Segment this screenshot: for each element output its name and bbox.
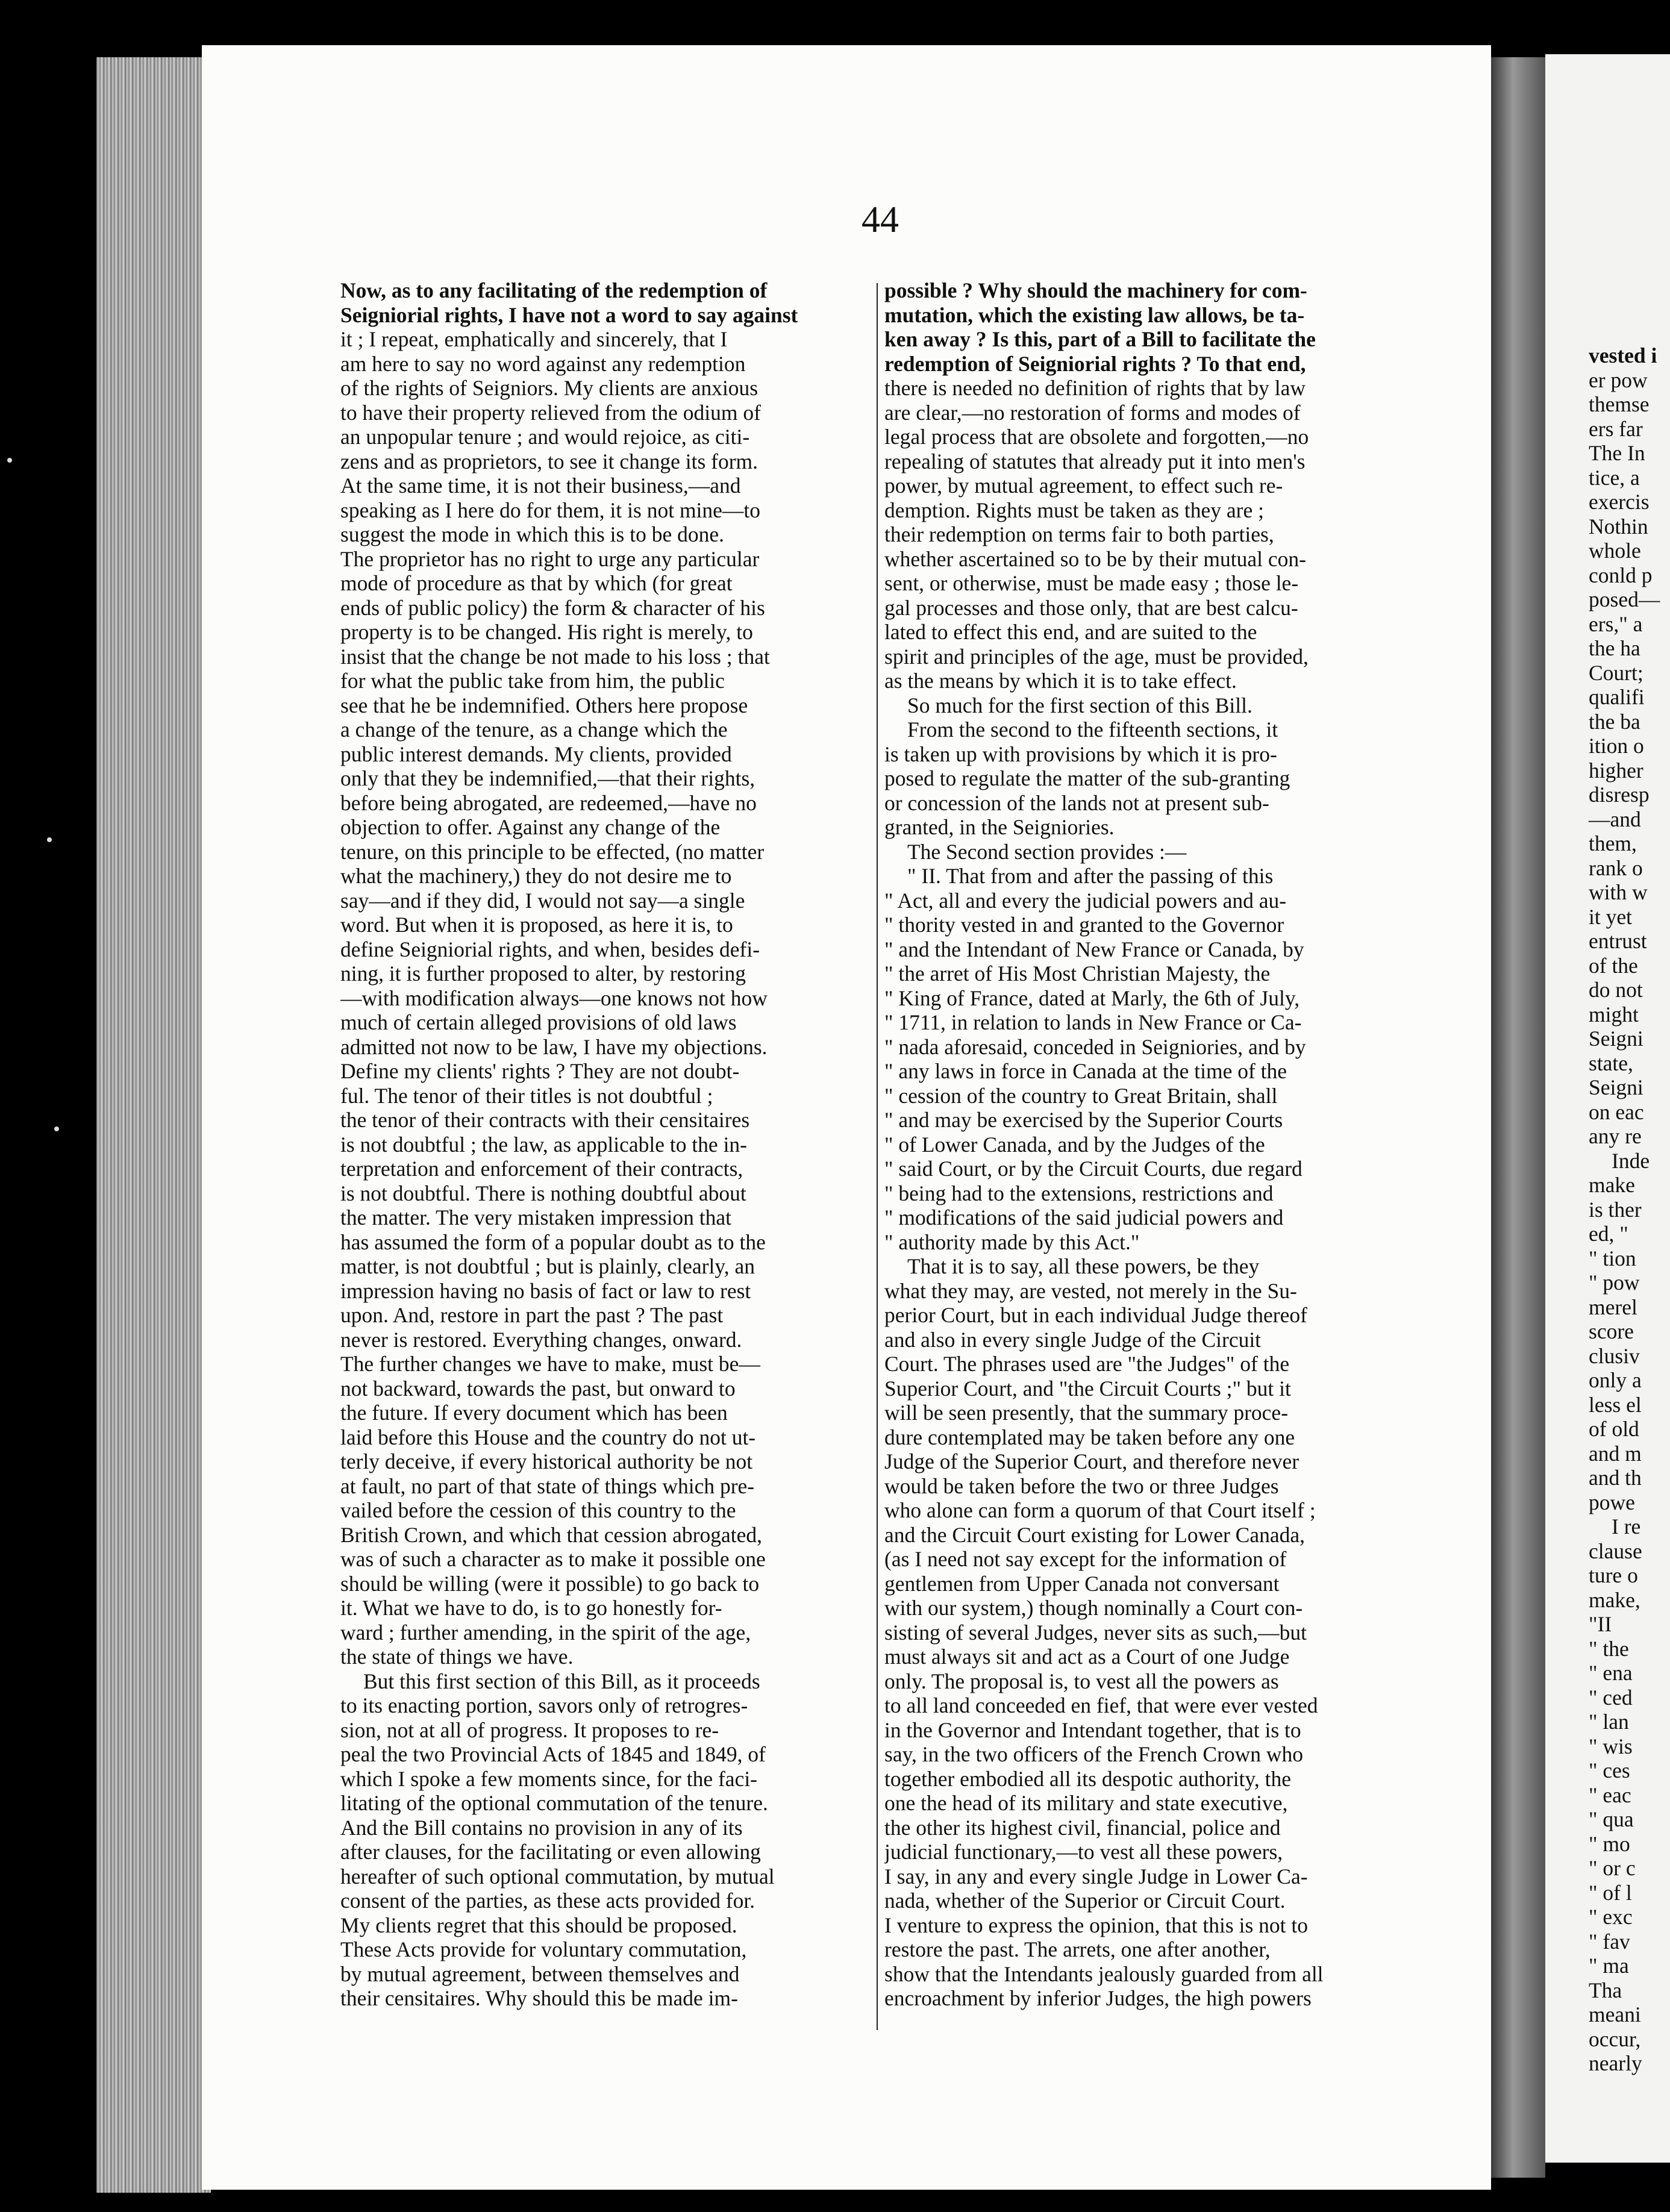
text-line: admitted not now to be law, I have my objections.: [340, 1034, 768, 1059]
text-line: must always sit and act as a Court of one Judge: [884, 1645, 1290, 1669]
text-line: their censitaires. Why should this be made im-: [340, 1986, 738, 2010]
text-line: sent, or otherwise, must be made easy ; those le-: [884, 571, 1299, 595]
text-line: has assumed the form of a popular doubt as to the: [340, 1229, 766, 1254]
text-line: tice, a: [1589, 465, 1640, 490]
text-line: one the head of its military and state executive,: [884, 1791, 1288, 1815]
text-line: score: [1589, 1319, 1634, 1343]
text-line: And the Bill contains no provision in any of its: [340, 1815, 743, 1840]
text-line: upon. And, restore in part the past ? The past: [340, 1303, 724, 1327]
text-line: occur,: [1589, 2026, 1641, 2051]
text-line: ers," a: [1589, 611, 1643, 636]
text-line: —and: [1589, 807, 1641, 831]
text-line: whether ascertained so to be by their mutual con-: [884, 546, 1306, 571]
text-line: ning, it is further proposed to alter, by restoring: [340, 961, 746, 986]
text-line: on eac: [1589, 1099, 1644, 1124]
text-line: ends of public policy) the form & character of his: [340, 595, 765, 620]
text-line: of old: [1589, 1417, 1639, 1441]
adjacent-page: [1545, 54, 1670, 2163]
text-line: That it is to say, all these powers, be they: [907, 1254, 1260, 1278]
text-line: qualifi: [1589, 685, 1645, 709]
text-line: " the arret of His Most Christian Majesty, the: [884, 961, 1271, 986]
text-line: gentlemen from Upper Canada not conversant: [884, 1571, 1280, 1596]
text-line: of the rights of Seigniors. My clients are anxious: [340, 376, 758, 400]
text-line: am here to say no word against any redemption: [340, 351, 746, 376]
page-edge-stack: [96, 57, 211, 2193]
text-line: mode of procedure as that by which (for great: [340, 571, 733, 595]
text-line: would be taken before the two or three Judges: [884, 1473, 1279, 1498]
scan-speck: [47, 837, 52, 842]
text-line: granted, in the Seigniories.: [884, 815, 1115, 839]
text-line: The proprietor has no right to urge any particular: [340, 546, 760, 571]
text-line: never is restored. Everything changes, onward.: [340, 1327, 742, 1352]
text-line: who alone can form a quorum of that Court itself ;: [884, 1498, 1316, 1522]
text-line: Court. The phrases used are "the Judges" of the: [884, 1352, 1290, 1376]
text-line: only a: [1589, 1368, 1642, 1392]
text-line: clusiv: [1589, 1343, 1640, 1368]
text-line: and also in every single Judge of the Circuit: [884, 1327, 1262, 1352]
text-line: matter, is not doubtful ; but is plainly, clearly, an: [340, 1254, 755, 1278]
text-line: is ther: [1589, 1197, 1642, 1222]
text-line: posed to regulate the matter of the sub-granting: [884, 766, 1290, 790]
text-line: sion, not at all of progress. It proposes to re-: [340, 1717, 719, 1742]
text-line: "II: [1589, 1612, 1612, 1636]
text-line: after clauses, for the facilitating or even allowing: [340, 1840, 761, 1864]
text-line: nearly: [1589, 2051, 1642, 2075]
text-line: ken away ? Is this, part of a Bill to facilitate the: [884, 327, 1316, 351]
text-line: to its enacting portion, savors only of retrogres-: [340, 1693, 748, 1717]
text-line: " wis: [1589, 1734, 1633, 1758]
text-line: see that he be indemnified. Others here propose: [340, 693, 748, 717]
text-line: dure contemplated may be taken before any one: [884, 1425, 1295, 1449]
text-line: which I spoke a few moments since, for the faci-: [340, 1766, 758, 1791]
text-line: ful. The tenor of their titles is not doubtful ;: [340, 1083, 713, 1108]
text-line: should be willing (were it possible) to go back to: [340, 1571, 760, 1596]
text-line: Seigniorial rights, I have not a word to say against: [340, 302, 798, 327]
text-line: " cession of the country to Great Britain, shall: [884, 1083, 1278, 1108]
text-line: perior Court, but in each individual Judge thereof: [884, 1303, 1307, 1327]
text-line: " or c: [1589, 1856, 1636, 1880]
text-line: Seigni: [1589, 1026, 1643, 1051]
text-line: " pow: [1589, 1270, 1640, 1295]
text-line: it. What we have to do, is to go honestly for-: [340, 1596, 722, 1620]
text-line: (as I need not say except for the information of: [884, 1547, 1287, 1571]
text-line: them,: [1589, 831, 1637, 855]
text-line: ture o: [1589, 1563, 1638, 1587]
text-line: legal process that are obsolete and forgotten,—no: [884, 425, 1309, 449]
text-line: vailed before the cession of this country to the: [340, 1498, 736, 1522]
text-line: with w: [1589, 880, 1648, 904]
text-line: in the Governor and Intendant together, that is to: [884, 1717, 1301, 1742]
text-line: themse: [1589, 392, 1650, 416]
text-line: was of such a character as to make it possible one: [340, 1547, 766, 1571]
text-line: exercis: [1589, 490, 1650, 514]
text-line: laid before this House and the country do not ut-: [340, 1425, 756, 1449]
text-line: Now, as to any facilitating of the redemption of: [340, 278, 768, 302]
text-line: posed—: [1589, 587, 1660, 611]
text-line: less el: [1589, 1392, 1642, 1417]
text-line: " ced: [1589, 1685, 1633, 1710]
text-line: —with modification always—one knows not how: [340, 986, 768, 1010]
text-line: with our system,) though nominally a Court con-: [884, 1596, 1303, 1620]
text-line: the state of things we have.: [340, 1645, 574, 1669]
text-line: gal processes and those only, that are best calcu-: [884, 595, 1298, 620]
text-line: not backward, towards the past, but onward to: [340, 1376, 736, 1401]
text-line: zens and as proprietors, to see it change its form.: [340, 449, 758, 473]
text-line: " ces: [1589, 1758, 1630, 1782]
text-line: impression having no basis of fact or law to rest: [340, 1278, 751, 1303]
text-line: repealing of statutes that already put it into men's: [884, 449, 1306, 473]
text-line: by mutual agreement, between themselves and: [340, 1961, 740, 1986]
text-line: ition o: [1589, 734, 1644, 758]
text-line: Court;: [1589, 660, 1643, 685]
text-line: mutation, which the existing law allows, be ta-: [884, 302, 1305, 327]
adjacent-page-text: [1589, 343, 1670, 2076]
text-line: the ba: [1589, 709, 1640, 734]
text-line: restore the past. The arrets, one after another,: [884, 1937, 1271, 1961]
text-line: tenure, on this principle to be effected, (no matter: [340, 839, 765, 864]
text-line: say—and if they did, I would not say—a single: [340, 888, 745, 913]
text-line: " eac: [1589, 1782, 1631, 1807]
text-line: " exc: [1589, 1905, 1633, 1929]
text-line: speaking as I here do for them, it is not mine—to: [340, 498, 761, 522]
text-line: litating of the optional commutation of the tenure.: [340, 1791, 768, 1815]
text-line: the future. If every document which has been: [340, 1401, 728, 1425]
text-line: possible ? Why should the machinery for com-: [884, 278, 1307, 302]
text-line: lated to effect this end, and are suited to the: [884, 620, 1257, 644]
text-line: powe: [1589, 1490, 1635, 1514]
text-line: " tion: [1589, 1246, 1636, 1270]
scan-speck: [54, 1126, 59, 1131]
text-line: disresp: [1589, 783, 1650, 807]
text-line: merel: [1589, 1295, 1637, 1319]
text-line: " qua: [1589, 1807, 1634, 1831]
text-line: and the Circuit Court existing for Lower Canada,: [884, 1522, 1305, 1547]
text-line: before being abrogated, are redeemed,—have no: [340, 790, 757, 815]
text-line: The Second section provides :—: [907, 839, 1187, 864]
text-line: objection to offer. Against any change of the: [340, 815, 721, 839]
text-line: at fault, no part of that state of things which pre-: [340, 1473, 755, 1498]
text-line: ward ; further amending, in the spirit of the age,: [340, 1620, 751, 1645]
text-line: " ma: [1589, 1954, 1629, 1978]
right-text-column: [884, 278, 1421, 2011]
text-line: say, in the two officers of the French Crown who: [884, 1742, 1304, 1766]
scan-speck: [7, 458, 12, 463]
text-line: ed, ": [1589, 1222, 1628, 1246]
text-line: word. But when it is proposed, as here it is, to: [340, 913, 733, 937]
text-line: the tenor of their contracts with their censitaires: [340, 1108, 750, 1132]
text-line: the ha: [1589, 636, 1640, 660]
text-line: to all land conceeded en fief, that were ever vested: [884, 1693, 1318, 1717]
text-line: " II. That from and after the passing of this: [907, 864, 1274, 888]
text-line: rank o: [1589, 855, 1643, 880]
text-line: insist that the change be not made to his loss ; that: [340, 644, 770, 669]
text-line: These Acts provide for voluntary commutation,: [340, 1937, 747, 1961]
text-line: their redemption on terms fair to both parties,: [884, 522, 1274, 546]
text-line: From the second to the fifteenth sections, it: [907, 717, 1278, 742]
text-line: whole: [1589, 539, 1641, 563]
text-line: Seigni: [1589, 1075, 1643, 1099]
text-line: " being had to the extensions, restrictions and: [884, 1181, 1274, 1205]
text-line: " of l: [1589, 1880, 1632, 1905]
text-line: Nothin: [1589, 514, 1648, 539]
text-line: " lan: [1589, 1710, 1629, 1734]
text-line: The further changes we have to make, must be—: [340, 1352, 760, 1376]
text-line: do not: [1589, 978, 1643, 1002]
text-line: nada, whether of the Superior or Circuit Court.: [884, 1889, 1286, 1913]
text-line: what the machinery,) they do not desire me to: [340, 864, 732, 888]
text-line: sisting of several Judges, never sits as such,—but: [884, 1620, 1307, 1645]
text-line: But this first section of this Bill, as it proceeds: [363, 1669, 760, 1693]
text-line: it ; I repeat, emphatically and sincerely, that I: [340, 327, 728, 351]
text-line: I say, in any and every single Judge in Lower Ca-: [884, 1864, 1308, 1889]
text-line: and th: [1589, 1466, 1642, 1490]
text-line: demption. Rights must be taken as they are ;: [884, 498, 1265, 522]
text-line: " any laws in force in Canada at the time of the: [884, 1059, 1287, 1083]
text-line: define Seigniorial rights, and when, besides defi-: [340, 937, 760, 961]
text-line: state,: [1589, 1051, 1633, 1075]
text-line: suggest the mode in which this is to be done.: [340, 522, 724, 546]
text-line: er pow: [1589, 367, 1648, 392]
text-line: there is needed no definition of rights that by law: [884, 376, 1306, 400]
text-line: an unpopular tenure ; and would rejoice, as citi-: [340, 425, 750, 449]
text-line: as the means by which it is to take effect.: [884, 669, 1237, 693]
text-line: public interest demands. My clients, provided: [340, 742, 732, 766]
text-line: " said Court, or by the Circuit Courts, due regard: [884, 1157, 1303, 1181]
text-line: what they may, are vested, not merely in the Su-: [884, 1278, 1297, 1303]
text-line: My clients regret that this should be proposed.: [340, 1913, 737, 1937]
text-line: it yet: [1589, 904, 1632, 929]
text-line: is not doubtful ; the law, as applicable to the in-: [340, 1132, 748, 1157]
text-line: peal the two Provincial Acts of 1845 and 1849, of: [340, 1742, 766, 1766]
page-number: 44: [862, 199, 899, 240]
text-line: " King of France, dated at Marly, the 6th of July,: [884, 986, 1300, 1010]
text-line: terly deceive, if every historical authority be not: [340, 1449, 753, 1473]
left-text-column: [340, 278, 871, 2011]
text-line: or concession of the lands not at present sub-: [884, 790, 1269, 815]
text-line: for what the public take from him, the public: [340, 669, 725, 693]
text-line: is not doubtful. There is nothing doubtful about: [340, 1181, 746, 1205]
text-line: Superior Court, and "the Circuit Courts ;" but it: [884, 1376, 1291, 1401]
text-line: much of certain alleged provisions of old laws: [340, 1010, 737, 1034]
column-divider: [877, 283, 878, 2030]
text-line: Define my clients' rights ? They are not doubt-: [340, 1059, 740, 1083]
text-line: " fav: [1589, 1929, 1630, 1954]
text-line: redemption of Seigniorial rights ? To that end,: [884, 351, 1306, 376]
text-line: the matter. The very mistaken impression that: [340, 1205, 732, 1229]
text-line: At the same time, it is not their business,—and: [340, 473, 741, 498]
text-line: might: [1589, 1002, 1639, 1026]
text-line: terpretation and enforcement of their contracts,: [340, 1157, 743, 1181]
text-line: consent of the parties, as these acts provided for.: [340, 1889, 755, 1913]
text-line: " and may be exercised by the Superior Courts: [884, 1108, 1283, 1132]
text-line: vested i: [1589, 343, 1657, 367]
book-gutter: [1491, 57, 1545, 2178]
text-line: property is to be changed. His right is merely, to: [340, 620, 753, 644]
text-line: The In: [1589, 441, 1645, 465]
text-line: " ena: [1589, 1661, 1633, 1685]
text-line: together embodied all its despotic authority, the: [884, 1766, 1291, 1791]
text-line: Tha: [1589, 1978, 1622, 2002]
text-line: ers far: [1589, 416, 1643, 441]
text-line: a change of the tenure, as a change which the: [340, 717, 728, 742]
text-line: conld p: [1589, 563, 1653, 587]
text-line: I re: [1612, 1514, 1641, 1539]
text-line: make: [1589, 1173, 1635, 1197]
text-line: " the: [1589, 1636, 1629, 1661]
text-line: to have their property relieved from the odium of: [340, 400, 761, 425]
text-line: any re: [1589, 1124, 1642, 1148]
text-line: and m: [1589, 1441, 1642, 1466]
text-line: encroachment by inferior Judges, the high powers: [884, 1986, 1312, 2010]
text-line: " thority vested in and granted to the Governor: [884, 913, 1284, 937]
text-line: only that they be indemnified,—that their rights,: [340, 766, 755, 790]
text-line: spirit and principles of the age, must be provided,: [884, 644, 1309, 669]
text-line: " modifications of the said judicial powers and: [884, 1205, 1284, 1229]
text-line: the other its highest civil, financial, police and: [884, 1815, 1281, 1840]
text-line: are clear,—no restoration of forms and modes of: [884, 400, 1301, 425]
text-line: " 1711, in relation to lands in New France or Ca-: [884, 1010, 1302, 1034]
text-line: " Act, all and every the judicial powers and au-: [884, 888, 1287, 913]
text-line: only. The proposal is, to vest all the powers as: [884, 1669, 1279, 1693]
text-line: power, by mutual agreement, to effect such re-: [884, 473, 1283, 498]
text-line: " of Lower Canada, and by the Judges of the: [884, 1132, 1265, 1157]
text-line: So much for the first section of this Bill.: [907, 693, 1252, 717]
text-line: make,: [1589, 1587, 1640, 1612]
text-line: is taken up with provisions by which it is pro-: [884, 742, 1277, 766]
text-line: entrust: [1589, 929, 1647, 953]
text-line: " nada aforesaid, conceded in Seigniories, and by: [884, 1034, 1306, 1059]
text-line: clause: [1589, 1539, 1642, 1563]
text-line: " mo: [1589, 1831, 1630, 1856]
text-line: Inde: [1612, 1148, 1650, 1173]
text-line: British Crown, and which that cession abrogated,: [340, 1522, 762, 1547]
text-line: " authority made by this Act.": [884, 1229, 1140, 1254]
text-line: Judge of the Superior Court, and therefore never: [884, 1449, 1299, 1473]
text-line: hereafter of such optional commutation, by mutual: [340, 1864, 775, 1889]
text-line: judicial functionary,—to vest all these powers,: [884, 1840, 1283, 1864]
text-line: meani: [1589, 2002, 1641, 2026]
text-line: show that the Intendants jealously guarded from all: [884, 1961, 1324, 1986]
text-line: " and the Intendant of New France or Canada, by: [884, 937, 1304, 961]
text-line: higher: [1589, 758, 1643, 783]
text-line: will be seen presently, that the summary proce-: [884, 1401, 1289, 1425]
text-line: I venture to express the opinion, that this is not to: [884, 1913, 1308, 1937]
text-line: of the: [1589, 953, 1638, 978]
